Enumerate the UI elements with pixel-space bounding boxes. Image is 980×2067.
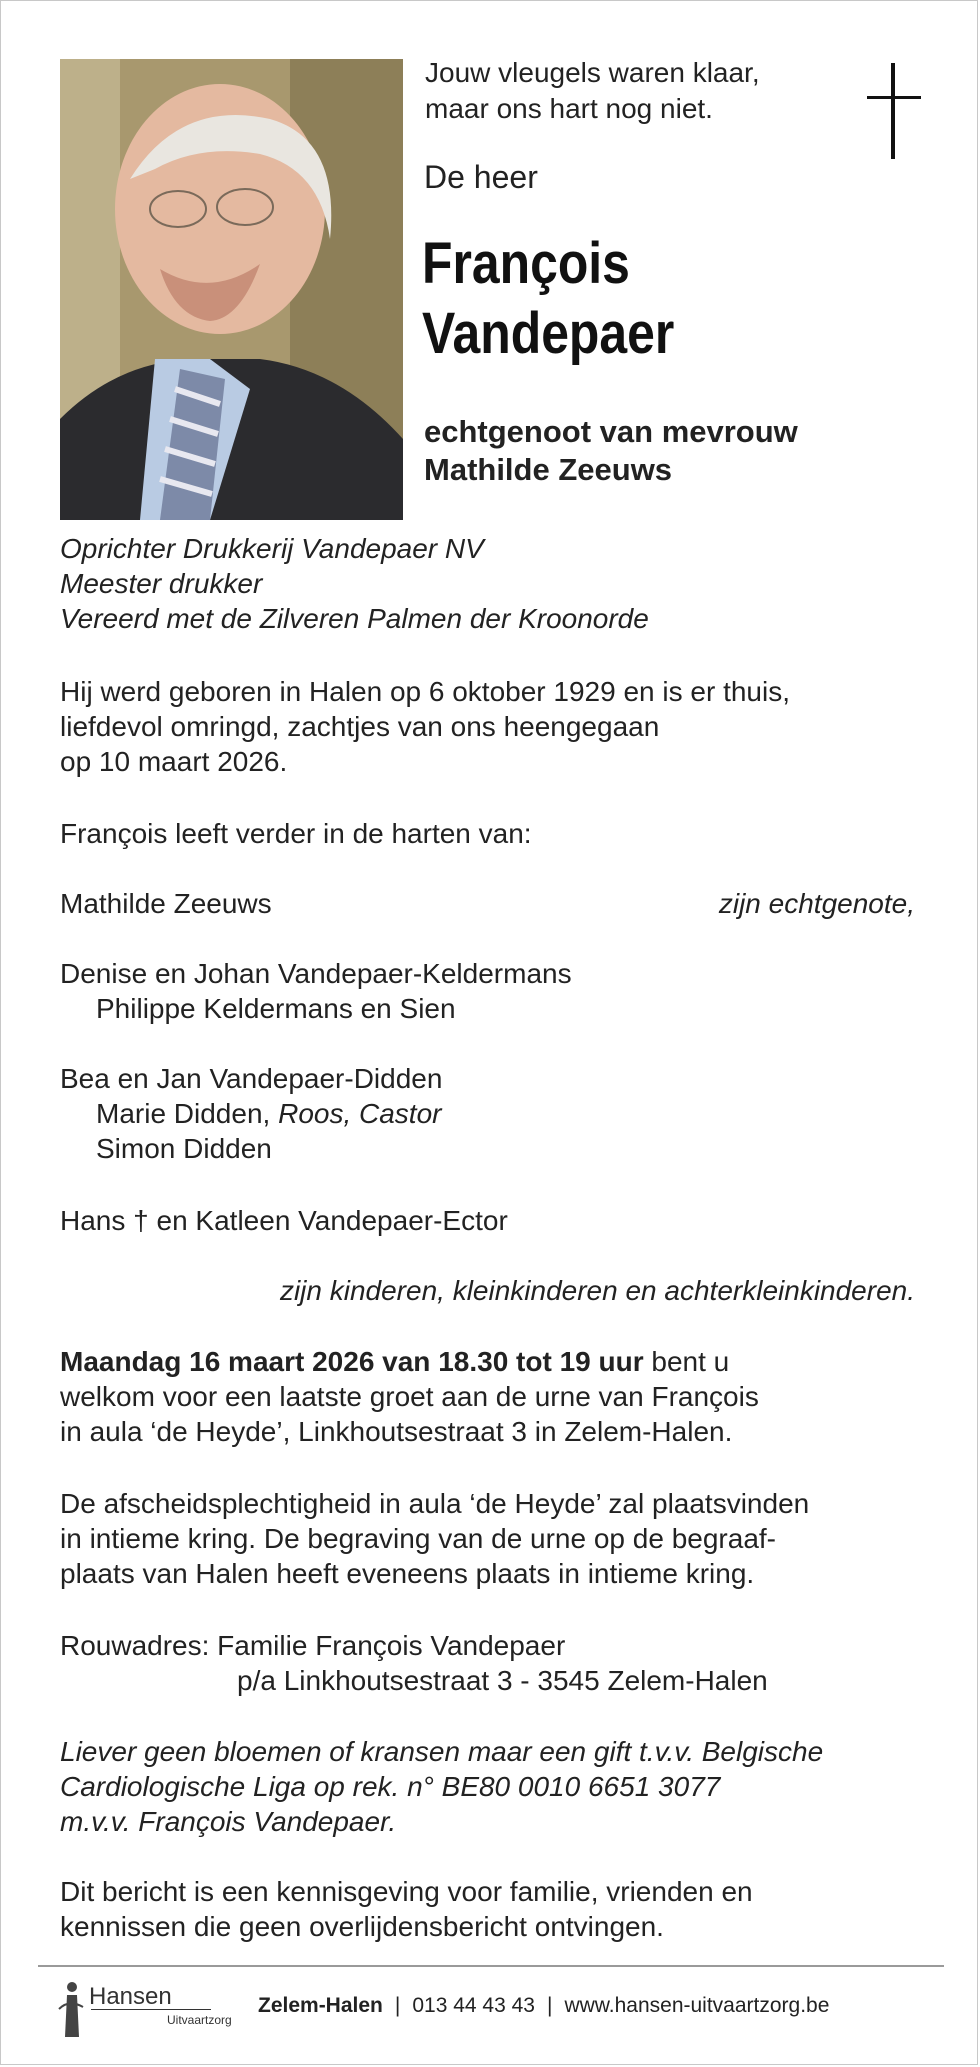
family-grandchild-line	[60, 1096, 442, 1131]
footer-phone[interactable]: 013 44 43 43	[412, 1994, 535, 2017]
footer-website[interactable]: www.hansen-uitvaartzorg.be	[564, 1994, 830, 2017]
portrait-photo	[60, 59, 403, 520]
footer-divider	[38, 1965, 944, 1967]
visitation-datetime: Maandag 16 maart 2026 van 18.30 tot 19 uur	[60, 1346, 644, 1377]
text-line: plaats van Halen heeft eveneens plaats in intieme kring.	[60, 1558, 755, 1589]
text-line: kennissen die geen overlijdensbericht ontvingen.	[60, 1911, 664, 1942]
text-line: liefdevol omringd, zachtjes van ons heengegaan	[60, 711, 660, 742]
honorary-titles	[60, 531, 649, 636]
funeral-home-logo	[57, 1979, 237, 2041]
family-grandchild: Philippe Keldermans en Sien	[96, 993, 456, 1024]
visitation-line: in aula ‘de Heyde’, Linkhoutsestraat 3 in Zelem-Halen.	[60, 1416, 733, 1447]
spouse-name: Mathilde Zeeuws	[424, 452, 673, 487]
visitation-line: welkom voor een laatste groet aan de urne van François	[60, 1381, 759, 1412]
first-name: François	[422, 231, 630, 296]
salutation: De heer	[424, 159, 538, 195]
visitation-rest: bent u	[643, 1346, 730, 1377]
family-parents: Denise en Johan Vandepaer-Keldermans	[60, 958, 572, 989]
logo-brand: Hansen	[89, 1983, 172, 2010]
cross-icon	[867, 63, 921, 159]
portrait-image	[60, 59, 403, 520]
text-line: De afscheidsplechtigheid in aula ‘de Heyde’ zal plaatsvinden	[60, 1488, 810, 1519]
family-grandchild: Simon Didden	[96, 1133, 272, 1164]
title-line: Vereerd met de Zilveren Palmen der Kroonorde	[60, 603, 649, 634]
birth-death-text	[60, 674, 790, 779]
title-line: Meester drukker	[60, 568, 263, 599]
notice-text	[60, 1874, 753, 1944]
lives-on-line: François leeft verder in de harten van:	[60, 818, 532, 849]
donation-text	[60, 1734, 823, 1839]
text-line: in intieme kring. De begraving van de urne op de begraaf-	[60, 1523, 776, 1554]
last-name: Vandepaer	[422, 301, 675, 366]
logo-subtitle: Uitvaartzorg	[167, 2013, 232, 2027]
widow-relation: zijn echtgenote,	[718, 888, 915, 919]
motto	[425, 55, 760, 127]
text-line: Hij werd geboren in Halen op 6 oktober 1929 en is er thuis,	[60, 676, 790, 707]
visitation-text	[60, 1344, 759, 1449]
logo-figure-icon	[57, 1979, 87, 2039]
title-line: Oprichter Drukkerij Vandepaer NV	[60, 533, 484, 564]
deceased-name	[422, 229, 674, 369]
address-line: Rouwadres: Familie François Vandepaer	[60, 1630, 566, 1661]
family-parents: Bea en Jan Vandepaer-Didden	[60, 1063, 443, 1094]
footer-city: Zelem-Halen	[258, 1994, 383, 2017]
footer-separator: |	[546, 1994, 553, 2017]
text-line: Liever geen bloemen of kransen maar een gift t.v.v. Belgische	[60, 1736, 824, 1767]
footer-contact	[258, 1994, 829, 2018]
text-line: Dit bericht is een kennisgeving voor familie, vrienden en	[60, 1876, 753, 1907]
family-parents: Hans † en Katleen Vandepaer-Ector	[60, 1205, 508, 1236]
family-block-2	[60, 1061, 442, 1166]
widow-name: Mathilde Zeeuws	[60, 888, 272, 919]
motto-line: maar ons hart nog niet.	[425, 93, 713, 124]
ceremony-text	[60, 1486, 809, 1591]
motto-line: Jouw vleugels waren klaar,	[425, 57, 760, 88]
family-grandchild: Marie Didden,	[96, 1098, 271, 1129]
great-grandchildren: Roos, Castor	[278, 1098, 442, 1129]
footer-separator: |	[394, 1994, 401, 2017]
family-block-1	[60, 956, 572, 1026]
address-line: p/a Linkhoutsestraat 3 - 3545 Zelem-Halen	[237, 1665, 768, 1696]
text-line: op 10 maart 2026.	[60, 746, 288, 777]
spouse-info	[424, 413, 798, 489]
children-relation: zijn kinderen, kleinkinderen en achterkleinkinderen.	[279, 1275, 915, 1306]
text-line: m.v.v. François Vandepaer.	[60, 1806, 397, 1837]
spouse-line: echtgenoot van mevrouw	[424, 414, 798, 449]
visitation-line	[60, 1344, 759, 1379]
text-line: Cardiologische Liga op rek. n° BE80 0010 6651 3077	[60, 1771, 721, 1802]
mourning-address	[60, 1628, 768, 1698]
